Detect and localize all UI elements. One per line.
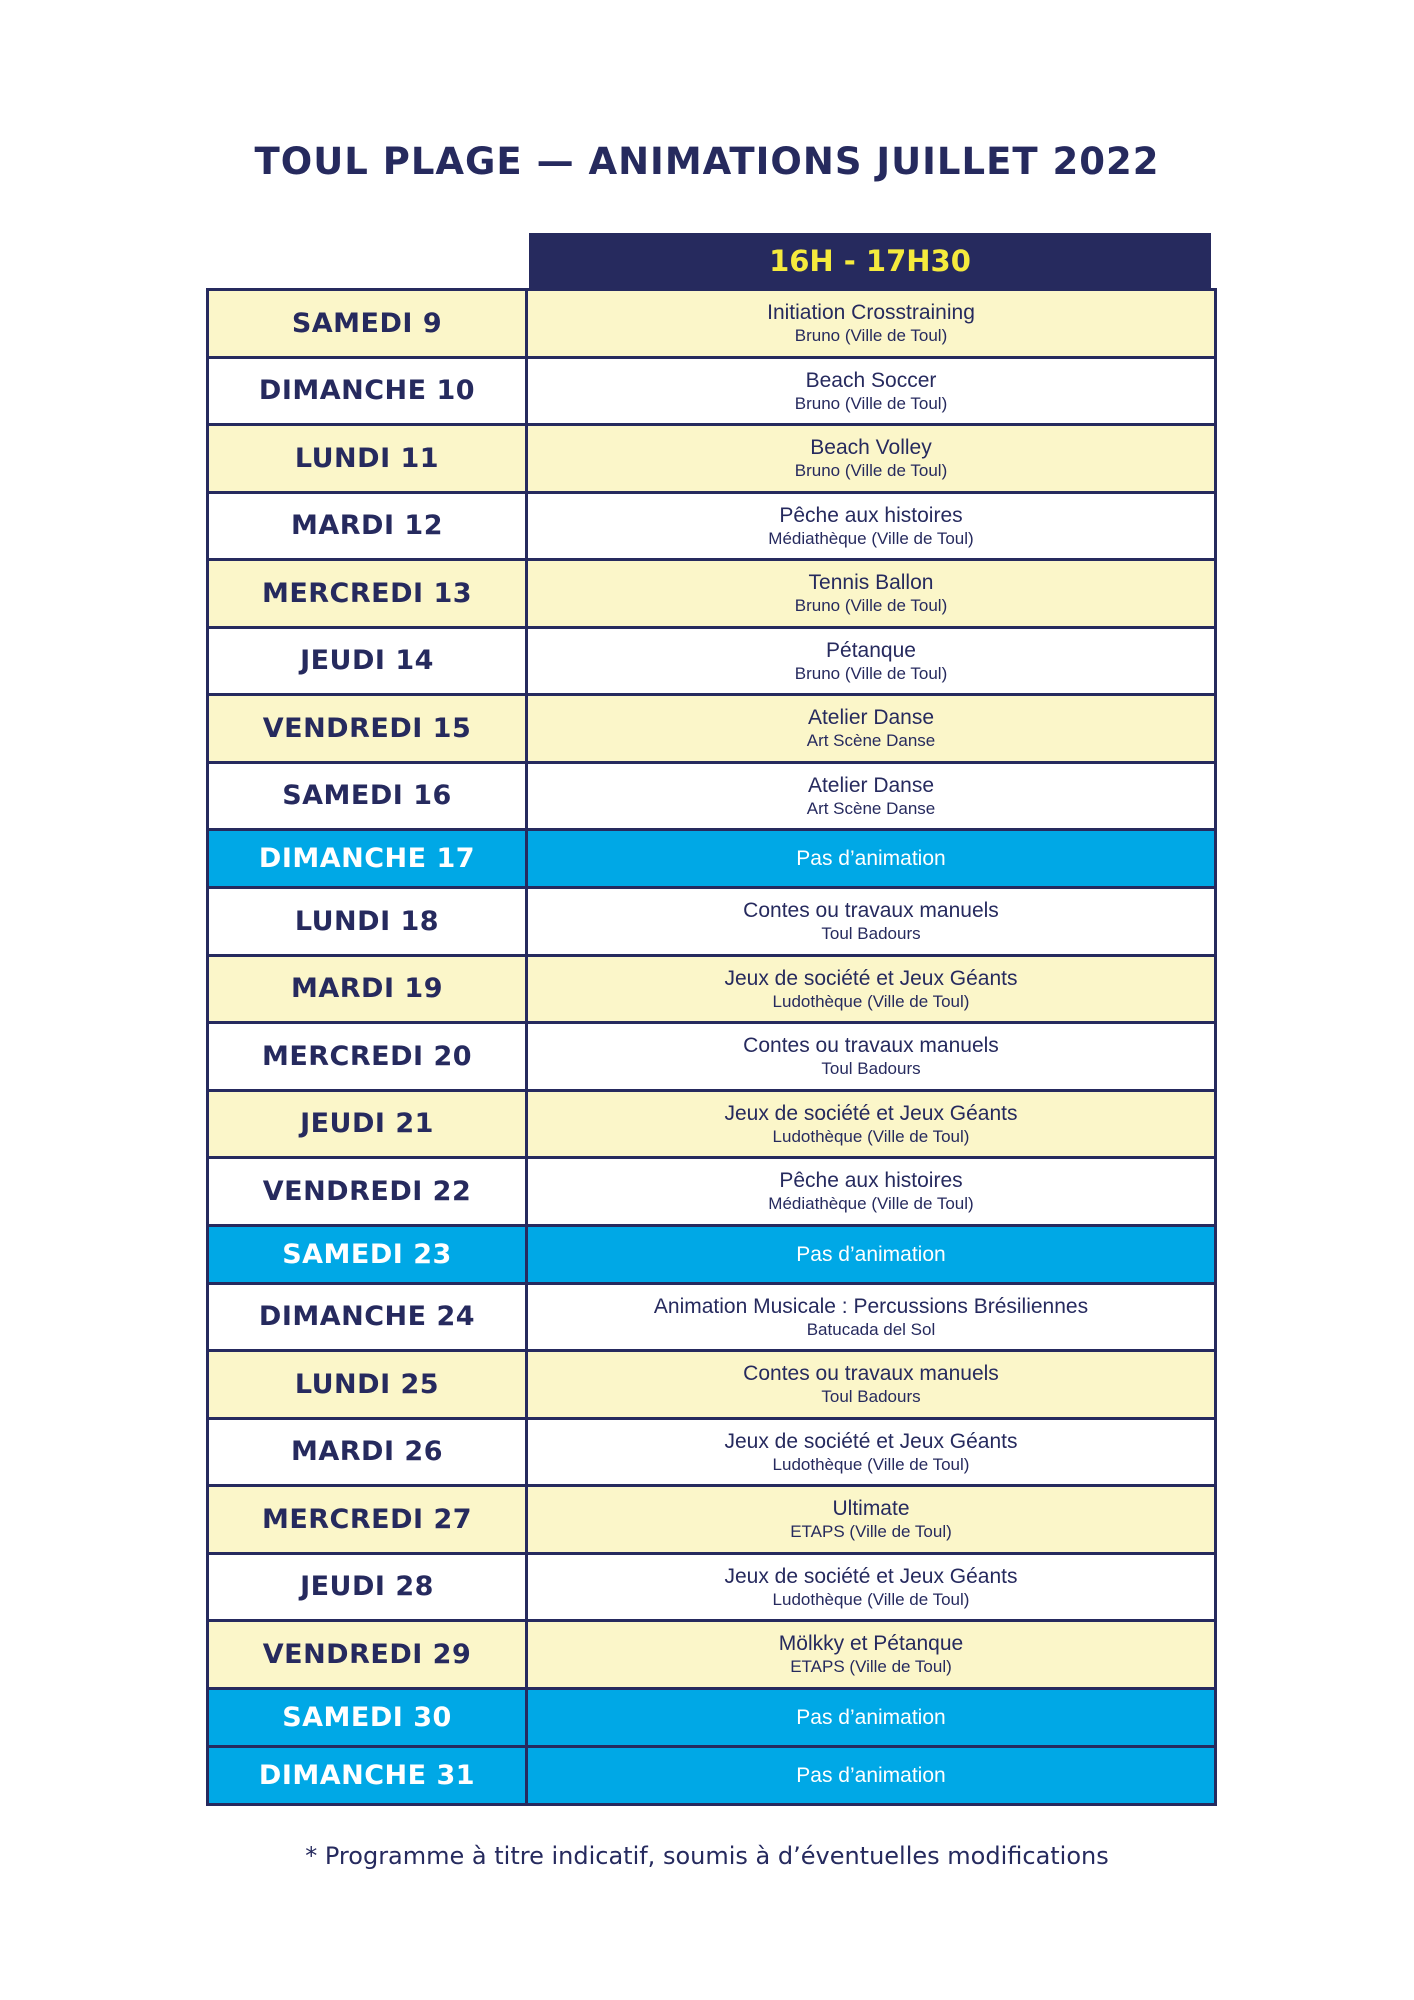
activity-cell (527, 492, 1216, 560)
table-row (208, 830, 1216, 888)
activity-name: Contes ou travaux manuels (743, 1362, 999, 1386)
activity-organizer: Bruno (Ville de Toul) (794, 461, 948, 481)
day-cell (208, 627, 527, 695)
activity-cell (527, 1283, 1216, 1351)
day-cell (208, 955, 527, 1023)
schedule-body (208, 290, 1216, 1805)
table-row (208, 357, 1216, 425)
activity-name: Animation Musicale : Percussions Brésiliennes (653, 1294, 1089, 1318)
table-row (208, 1486, 1216, 1554)
table-row (208, 1418, 1216, 1486)
time-slot-header: 16H - 17H30 (529, 233, 1211, 289)
day-cell (208, 1023, 527, 1091)
day-cell (208, 1553, 527, 1621)
table-row (208, 1090, 1216, 1158)
activity-organizer: Bruno (Ville de Toul) (794, 663, 948, 683)
activity-name: Initiation Crosstraining (767, 301, 975, 325)
activity-organizer: Médiathèque (Ville de Toul) (768, 1194, 974, 1214)
day-cell (208, 1158, 527, 1226)
table-row (208, 560, 1216, 628)
table-row (208, 1553, 1216, 1621)
day-cell (208, 1746, 527, 1804)
activity-organizer: Bruno (Ville de Toul) (794, 596, 948, 616)
table-row (208, 1158, 1216, 1226)
day-label: SAMEDI 23 (282, 1238, 452, 1270)
day-cell (208, 357, 527, 425)
day-label: DIMANCHE 24 (258, 1301, 476, 1333)
activity-name: Pas d’animation (796, 1763, 946, 1787)
activity-organizer: Toul Badours (821, 924, 921, 944)
activity-organizer: ETAPS (Ville de Toul) (790, 1657, 952, 1677)
table-row (208, 492, 1216, 560)
activity-name: Pétanque (826, 638, 916, 662)
day-label: MARDI 19 (291, 973, 443, 1005)
activity-organizer: Médiathèque (Ville de Toul) (768, 528, 974, 548)
activity-cell (527, 1225, 1216, 1283)
activity-cell (527, 888, 1216, 956)
page-title: TOUL PLAGE — ANIMATIONS JUILLET 2022 (254, 140, 1160, 183)
day-label: SAMEDI 30 (282, 1701, 452, 1733)
activity-cell (527, 1023, 1216, 1091)
activity-name: Jeux de société et Jeux Géants (724, 1101, 1018, 1125)
day-cell (208, 425, 527, 493)
day-cell (208, 1283, 527, 1351)
activity-cell (527, 560, 1216, 628)
activity-cell (527, 357, 1216, 425)
day-cell (208, 830, 527, 888)
activity-cell (527, 762, 1216, 830)
activity-organizer: Bruno (Ville de Toul) (794, 393, 948, 413)
day-cell (208, 1688, 527, 1746)
day-cell (208, 1418, 527, 1486)
day-label: VENDREDI 29 (262, 1638, 472, 1670)
day-label: MERCREDI 27 (261, 1503, 473, 1535)
table-row (208, 627, 1216, 695)
activity-cell (527, 1553, 1216, 1621)
activity-cell (527, 1418, 1216, 1486)
table-row (208, 1283, 1216, 1351)
day-cell (208, 1225, 527, 1283)
day-cell (208, 492, 527, 560)
activity-name: Tennis Ballon (808, 571, 934, 595)
activity-name: Pas d’animation (796, 1705, 946, 1729)
day-label: VENDREDI 22 (262, 1175, 472, 1207)
activity-cell (527, 955, 1216, 1023)
day-cell (208, 1090, 527, 1158)
activity-cell (527, 1351, 1216, 1419)
activity-cell (527, 290, 1216, 358)
table-row (208, 888, 1216, 956)
activity-organizer: Ludothèque (Ville de Toul) (772, 991, 970, 1011)
table-row (208, 1688, 1216, 1746)
activity-name: Beach Volley (810, 436, 932, 460)
activity-cell (527, 425, 1216, 493)
day-label: JEUDI 14 (300, 645, 434, 677)
activity-organizer: Toul Badours (821, 1059, 921, 1079)
activity-name: Jeux de société et Jeux Géants (724, 1429, 1018, 1453)
activity-organizer: Ludothèque (Ville de Toul) (772, 1126, 970, 1146)
table-row (208, 425, 1216, 493)
activity-name: Contes ou travaux manuels (743, 1034, 999, 1058)
table-row (208, 290, 1216, 358)
activity-organizer: Ludothèque (Ville de Toul) (772, 1454, 970, 1474)
activity-name: Mölkky et Pétanque (778, 1632, 964, 1656)
day-cell (208, 290, 527, 358)
day-label: LUNDI 25 (294, 1368, 440, 1400)
day-cell (208, 762, 527, 830)
table-row (208, 695, 1216, 763)
day-cell (208, 888, 527, 956)
footnote: * Programme à titre indicatif, soumis à d’éventuelles modifications (305, 1842, 1109, 1870)
day-label: MARDI 12 (291, 510, 443, 542)
activity-name: Atelier Danse (807, 773, 935, 797)
activity-organizer: Toul Badours (821, 1387, 921, 1407)
day-label: VENDREDI 15 (262, 712, 472, 744)
activity-cell (527, 1486, 1216, 1554)
activity-cell (527, 1090, 1216, 1158)
activity-cell (527, 830, 1216, 888)
activity-organizer: Ludothèque (Ville de Toul) (772, 1589, 970, 1609)
activity-cell (527, 1688, 1216, 1746)
table-row (208, 1621, 1216, 1689)
activity-name: Pas d’animation (796, 1242, 946, 1266)
day-label: MARDI 26 (291, 1436, 443, 1468)
table-row (208, 1746, 1216, 1804)
activity-cell (527, 1158, 1216, 1226)
schedule-table (206, 288, 1217, 1806)
table-row (208, 1225, 1216, 1283)
activity-name: Beach Soccer (805, 368, 937, 392)
table-row (208, 1023, 1216, 1091)
day-label: LUNDI 18 (294, 905, 440, 937)
day-cell (208, 1486, 527, 1554)
table-row (208, 762, 1216, 830)
activity-organizer: Batucada del Sol (806, 1319, 936, 1339)
activity-organizer: Art Scène Danse (806, 798, 936, 818)
day-cell (208, 1351, 527, 1419)
day-label: LUNDI 11 (294, 442, 440, 474)
activity-name: Atelier Danse (807, 706, 935, 730)
activity-cell (527, 695, 1216, 763)
day-label: SAMEDI 9 (291, 307, 443, 339)
activity-organizer: Art Scène Danse (806, 731, 936, 751)
day-label: SAMEDI 16 (282, 780, 452, 812)
activity-name: Pêche aux histoires (779, 503, 963, 527)
activity-name: Jeux de société et Jeux Géants (724, 1564, 1018, 1588)
day-cell (208, 560, 527, 628)
table-row (208, 955, 1216, 1023)
activity-name: Ultimate (832, 1497, 910, 1521)
day-label: DIMANCHE 17 (258, 843, 476, 874)
day-label: JEUDI 28 (300, 1571, 434, 1603)
activity-cell (527, 1621, 1216, 1689)
activity-organizer: ETAPS (Ville de Toul) (790, 1522, 952, 1542)
day-cell (208, 695, 527, 763)
activity-cell (527, 1746, 1216, 1804)
day-label: JEUDI 21 (300, 1108, 434, 1140)
day-label: MERCREDI 13 (261, 577, 473, 609)
day-cell (208, 1621, 527, 1689)
day-label: MERCREDI 20 (261, 1040, 473, 1072)
activity-name: Jeux de société et Jeux Géants (724, 966, 1018, 990)
day-label: DIMANCHE 10 (258, 375, 476, 407)
day-label: DIMANCHE 31 (258, 1759, 476, 1791)
activity-cell (527, 627, 1216, 695)
table-row (208, 1351, 1216, 1419)
activity-name: Pêche aux histoires (779, 1169, 963, 1193)
activity-organizer: Bruno (Ville de Toul) (794, 326, 948, 346)
activity-name: Contes ou travaux manuels (743, 899, 999, 923)
activity-name: Pas d’animation (796, 847, 946, 870)
